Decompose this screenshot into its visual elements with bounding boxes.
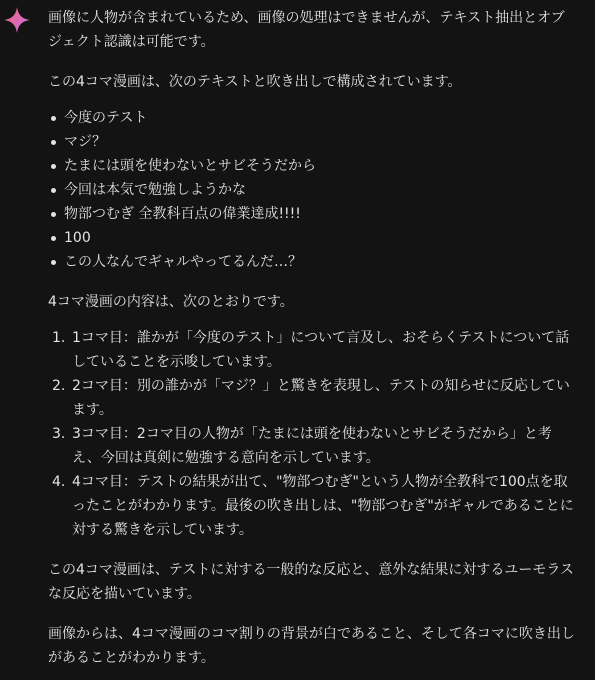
list-item: この人なんでギャルやってるんだ…？ [48, 250, 578, 274]
bullet-icon [51, 188, 56, 193]
list-item: 100 [48, 226, 578, 250]
list-number: 4. [52, 474, 66, 490]
bullet-icon [51, 116, 56, 121]
assistant-response [48, 6, 578, 670]
summary-text: この4コマ漫画は、テストに対する一般的な反応と、意外な結果に対するユーモラスな反応を描いています。 [48, 562, 574, 602]
list-item: マジ？ [48, 130, 578, 154]
list-item: 今回は本気で勉強しようかな [48, 178, 578, 202]
text-list-lead: この4コマ漫画は、次のテキストと吹き出しで構成されています。 [48, 74, 462, 90]
closing-text: 画像からは、4コマ漫画のコマ割りの背景が白であること、そして各コマに吹き出しがあることがわかります。 [48, 626, 575, 666]
bullet-icon [51, 164, 56, 169]
bullet-icon [51, 236, 56, 241]
panel-description-list [48, 326, 578, 542]
bullet-icon [51, 260, 56, 265]
list-number: 1. [52, 330, 66, 346]
intro-text: 画像に人物が含まれているため、画像の処理はできませんが、テキスト抽出とオブジェクト認識は可能です。 [48, 10, 565, 50]
list-item: 2. 2コマ目：別の誰かが「マジ？」と驚きを表現し、テストの知らせに反応しています。 [48, 374, 578, 422]
bullet-icon [51, 140, 56, 145]
list-item: たまには頭を使わないとサビそうだから [48, 154, 578, 178]
list-item: 1. 1コマ目：誰かが「今度のテスト」について言及し、おそらくテストについて話していることを示唆しています。 [48, 326, 578, 374]
bullet-icon [51, 212, 56, 217]
list-item: 今度のテスト [48, 106, 578, 130]
list-item: 物部つむぎ 全教科百点の偉業達成!!!! [48, 202, 578, 226]
extracted-text-list [48, 106, 578, 274]
gemini-sparkle-icon [3, 6, 31, 34]
panel-list-lead: 4コマ漫画の内容は、次のとおりです。 [48, 294, 294, 310]
list-number: 2. [52, 378, 66, 394]
list-item: 4. 4コマ目：テストの結果が出て、"物部つむぎ"という人物が全教科で100点を取ったことがわかります。最後の吹き出しは、"物部つむぎ"がギャルであることに対する驚きを示しています。 [48, 470, 578, 542]
list-item: 3. 3コマ目：2コマ目の人物が「たまには頭を使わないとサビそうだから」と考え、今回は真剣に勉強する意向を示しています。 [48, 422, 578, 470]
list-number: 3. [52, 426, 66, 442]
